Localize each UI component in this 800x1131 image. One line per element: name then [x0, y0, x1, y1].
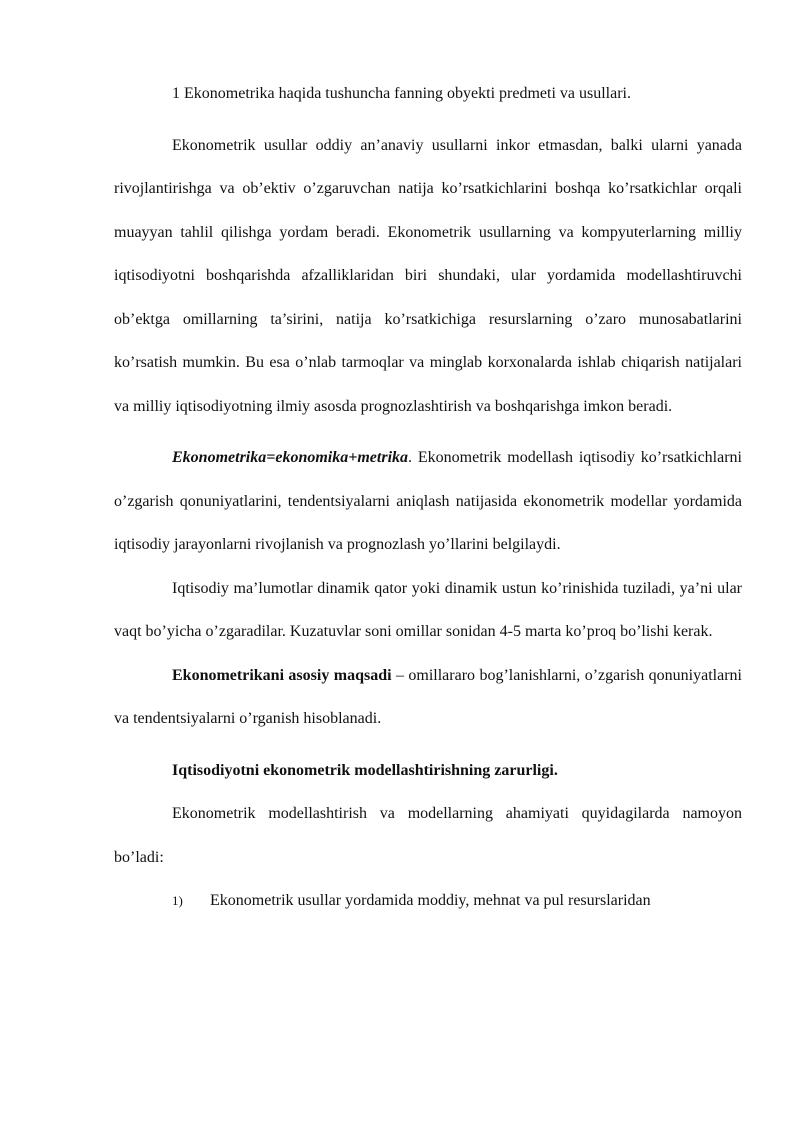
definition-term: Ekonometrika=ekonomika+metrika: [172, 449, 409, 466]
paragraph-data: Iqtisodiy ma’lumotlar dinamik qator yoki dinamik ustun ko’rinishida tuziladi, ya’ni ular vaqt bo’yicha o’zgaradilar. Kuzatuvlar soni omillar sonidan 4-5 marta ko’proq bo’lishi kerak.: [114, 579, 742, 640]
definition-text: . Ekonometrik modellash iqtisodiy ko’rsatkichlarni o’zgarish qonuniyatlarini, tendentsiyalarni aniqlash natijasida ekonometrik modellar yordamida iqtisodiy jarayonlarni rivojlanish va prognozlash yo’llarini belgilaydi.: [114, 449, 742, 553]
document-title: 1 Ekonometrika haqida tushuncha fanning obyekti predmeti va usullari.: [172, 85, 631, 102]
paragraph-definition: [114, 436, 742, 567]
goal-term: Ekonometrikani asosiy maqsadi: [172, 666, 392, 684]
section-heading: Iqtisodiyotni ekonometrik modellashtirishning zarurligi.: [172, 761, 558, 779]
paragraph-intro: Ekonometrik usullar oddiy an’anaviy usullarni inkor etmasdan, balki ularni yanada rivojlantirishga va ob’ektiv o’zgaruvchan natija ko’rsatkichlarini boshqa ko’rsatkichlar orqali muayyan tahlil qilishga yordam beradi. Ekonometrik usullarning va kompyuterlarning milliy iqtisodiyotni boshqarishda afzalliklaridan biri shundaki, ular yordamida modellashtiruvchi ob’ektga omillarning ta’sirini, natija ko’rsatkichiga resurslarning o’zaro munosabatlarini ko’rsatish mumkin. Bu esa o’nlab tarmoqlar va minglab korxonalarda ishlab chiqarish natijalari va milliy iqtisodiyotning ilmiy asosda prognozlashtirish va boshqarishga imkon beradi.: [114, 136, 742, 415]
list-text: Ekonometrik usullar yordamida moddiy, mehnat va pul resurslaridan: [210, 892, 651, 909]
paragraph-goal: [114, 654, 742, 741]
list-item: [114, 879, 742, 923]
document-page: [114, 72, 742, 923]
list-number: 1): [172, 893, 183, 908]
paragraph-importance: Ekonometrik modellashtirish va modellarning ahamiyati quyidagilarda namoyon bo’ladi:: [114, 805, 742, 866]
goal-text: – omillararo bog’lanishlarni, o’zgarish qonuniyatlarni va tendentsiyalarni o’rganish hisoblanadi.: [114, 666, 742, 727]
